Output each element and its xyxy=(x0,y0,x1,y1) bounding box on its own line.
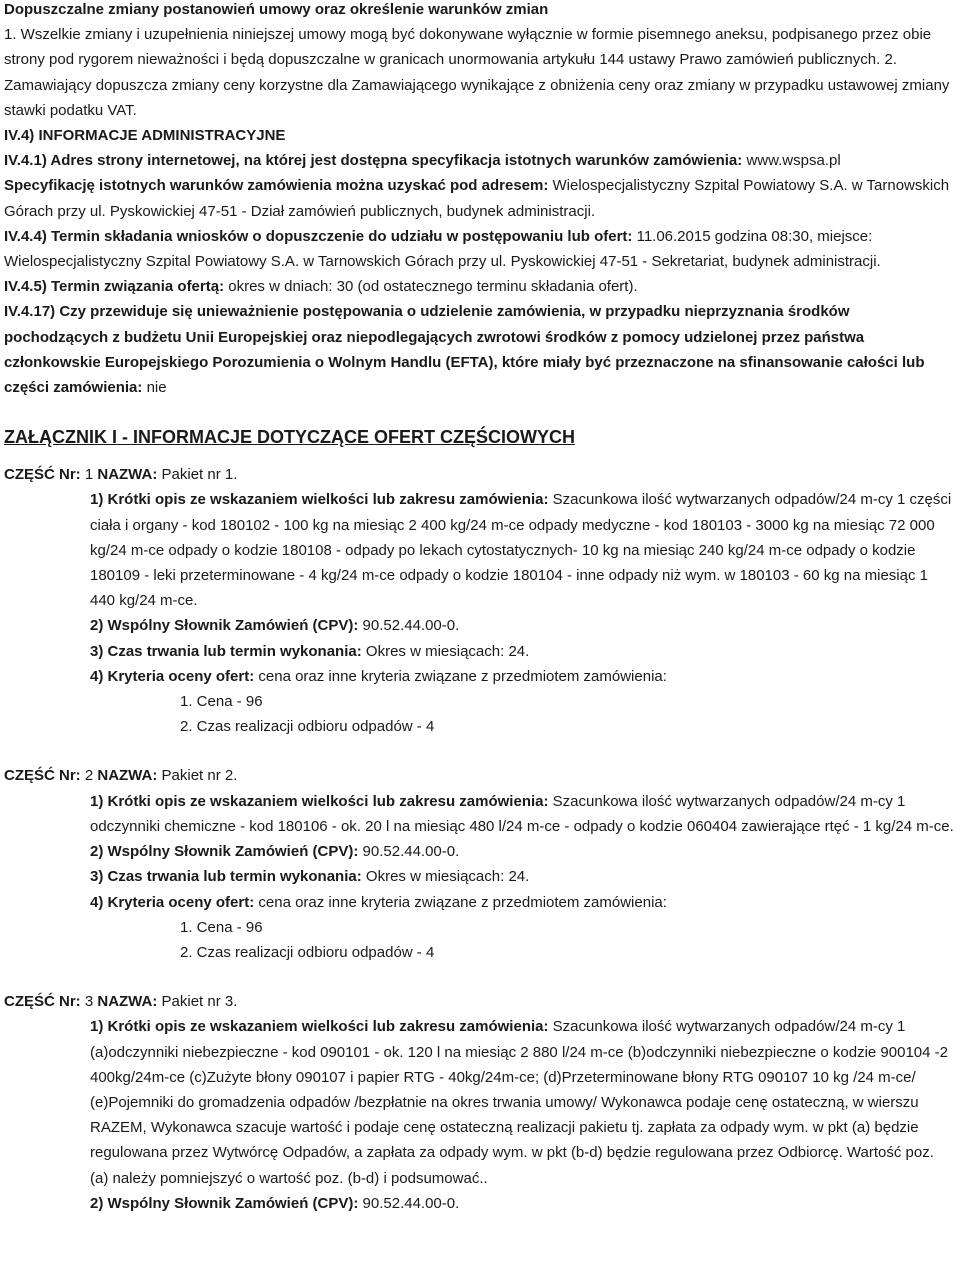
part-cpv: 2) Wspólny Słownik Zamówień (CPV): 90.52.44.00-0. xyxy=(90,617,460,635)
part-description: 1) Krótki opis ze wskazaniem wielkości lub zakresu zamówienia: Szacunkowa ilość wytwarzanych odpadów/24 m-cy 1 odczynniki chemiczne - kod 180106 - ok. 20 l na miesiąc 480 l/24 m-ce - odpady o kodzie 060404 zawierające rtęć - 1 kg/24 m-ce. xyxy=(90,792,954,835)
criteria-list xyxy=(180,915,956,965)
part-description: 1) Krótki opis ze wskazaniem wielkości lub zakresu zamówienia: Szacunkowa ilość wytwarzanych odpadów/24 m-cy 1 części ciała i organy - kod 180102 - 100 kg na miesiąc 2 400 kg/24 m-ce odpady medyczne - kod 180103 - 3000 kg na miesiąc 72 000 kg/24 m-ce odpady o kodzie 180108 - odpady po lekach cytostatycznych- 10 kg na miesiąc 240 kg/24 m-ce odpady o kodzie 180109 - leki przeterminowane - 4 kg/24 m-ce odpady o kodzie 180104 - inne odpady niż wym. w 180103 - 60 kg na miesiąc 1 440 kg/24 m-ce. xyxy=(90,491,952,610)
spec-label: Specyfikację istotnych warunków zamówienia można uzyskać pod adresem: xyxy=(4,177,549,195)
criteria-item: 1. Cena - 96 xyxy=(180,693,263,711)
spacer xyxy=(4,400,956,422)
part-details xyxy=(90,487,956,739)
spec-value: Wielospecjalistyczny Szpital Powiatowy S.A. w Tarnowskich Górach przy ul. Pyskowickiej 47-51 - Dział zamówień publicznych, budynek administracji. xyxy=(4,177,950,220)
amendments-text: 1. Wszelkie zmiany i uzupełnienia niniejszej umowy mogą być dokonywane wyłącznie w formie pisemnego aneksu, podpisanego przez obie strony pod rygorem nieważności i będą dopuszczalne w granicach unormowania artykułu 144 ustawy Prawo zamówień publicznych. 2. Zamawiający dopuszcza zmiany ceny korzystne dla Zamawiającego wynikające z obniżenia ceny oraz zmiany w przypadku ustawowej zmiany stawki podatku VAT. xyxy=(4,26,950,119)
part-criteria: 4) Kryteria oceny ofert: cena oraz inne kryteria związane z przedmiotem zamówienia: xyxy=(90,667,667,685)
iv41-paragraph xyxy=(4,148,956,173)
part-header: CZĘŚĆ Nr: 2 NAZWA: Pakiet nr 2. xyxy=(4,767,238,785)
part-cpv: 2) Wspólny Słownik Zamówień (CPV): 90.52.44.00-0. xyxy=(90,843,460,861)
part-duration: 3) Czas trwania lub termin wykonania: Okres w miesiącach: 24. xyxy=(90,868,530,886)
iv417-paragraph xyxy=(4,299,956,400)
iv45-label: IV.4.5) Termin związania ofertą: xyxy=(4,278,225,296)
criteria-item: 1. Cena - 96 xyxy=(180,918,263,936)
amendments-heading: Dopuszczalne zmiany postanowień umowy oraz określenie warunków zmian xyxy=(4,1,549,18)
iv41-link[interactable]: www.wspsa.pl xyxy=(746,152,841,170)
iv41-label: IV.4.1) Adres strony internetowej, na której jest dostępna specyfikacja istotnych warunków zamówienia: xyxy=(4,152,743,170)
criteria-list xyxy=(180,689,956,739)
part-cpv: 2) Wspólny Słownik Zamówień (CPV): 90.52.44.00-0. xyxy=(90,1194,460,1212)
iv417-label: IV.4.17) Czy przewiduje się unieważnienie postępowania o udzielenie zamówienia, w przypadku nieprzyznania środków pochodzących z budżetu Unii Europejskiej oraz niepodlegających zwrotowi środków z pomocy udzielonej przez państwa członkowskie Europejskiego Porozumienia o Wolnym Handlu (EFTA), które miały być przeznaczone na sfinansowanie całości lub części zamówienia: xyxy=(4,303,925,397)
iv417-value: nie xyxy=(146,379,167,397)
part-criteria: 4) Kryteria oceny ofert: cena oraz inne kryteria związane z przedmiotem zamówienia: xyxy=(90,893,667,911)
iv44-paragraph xyxy=(4,224,956,274)
attachment-title: ZAŁĄCZNIK I - INFORMACJE DOTYCZĄCE OFERT CZĘŚCIOWYCH xyxy=(4,427,575,448)
section-heading-admin: IV.4) INFORMACJE ADMINISTRACYJNE xyxy=(4,127,286,145)
iv45-paragraph xyxy=(4,274,956,299)
spec-paragraph xyxy=(4,173,956,223)
part-details xyxy=(90,789,956,965)
criteria-item: 2. Czas realizacji odbioru odpadów - 4 xyxy=(180,718,435,736)
part-details xyxy=(90,1014,956,1216)
part-header: CZĘŚĆ Nr: 3 NAZWA: Pakiet nr 3. xyxy=(4,993,238,1011)
criteria-item: 2. Czas realizacji odbioru odpadów - 4 xyxy=(180,943,435,961)
part-duration: 3) Czas trwania lub termin wykonania: Okres w miesiącach: 24. xyxy=(90,642,530,660)
part-description: 1) Krótki opis ze wskazaniem wielkości lub zakresu zamówienia: Szacunkowa ilość wytwarzanych odpadów/24 m-cy 1 (a)odczynniki niebezpieczne - kod 090101 - ok. 120 l na miesiąc 2 880 l/24 m-ce (b)odczynniki niebezpieczne o kodzie 900104 -2 400kg/24m-ce (c)Zużyte błony 090107 i papier RTG - 40kg/24m-ce; (d)Przeterminowane błony RTG 090107 10 kg /24 m-ce/ (e)Pojemniki do gromadzenia odpadów /bezpłatnie na okres trwania umowy/ Wykonawca podaje cenę ostateczną, w wierszu RAZEM, Wykonawca szacuje wartość i podaje cenę ostateczną realizacji pakietu tj. zapłata za odpady wym. w pkt (a) będzie regulowana przez Wytwórcę Odpadów, a zapłata za odpady wym. w pkt (b-d) będzie regulowana przez Odbiorcę. Wartość poz. (a) należy pomniejszyć o wartość poz. (b-d) i podsumować.. xyxy=(90,1018,948,1187)
iv44-value: 11.06.2015 godzina 08:30, miejsce: Wielospecjalistyczny Szpital Powiatowy S.A. w Tarnowskich Górach przy ul. Pyskowickiej 47-51 - Sekretariat, budynek administracji. xyxy=(4,227,881,271)
iv44-label: IV.4.4) Termin składania wniosków o dopuszczenie do udziału w postępowaniu lub ofert: xyxy=(4,227,633,245)
part-header: CZĘŚĆ Nr: 1 NAZWA: Pakiet nr 1. xyxy=(4,466,238,484)
spacer xyxy=(4,965,956,989)
spacer xyxy=(4,739,956,763)
iv45-value: okres w dniach: 30 (od ostatecznego terminu składania ofert). xyxy=(228,278,638,296)
